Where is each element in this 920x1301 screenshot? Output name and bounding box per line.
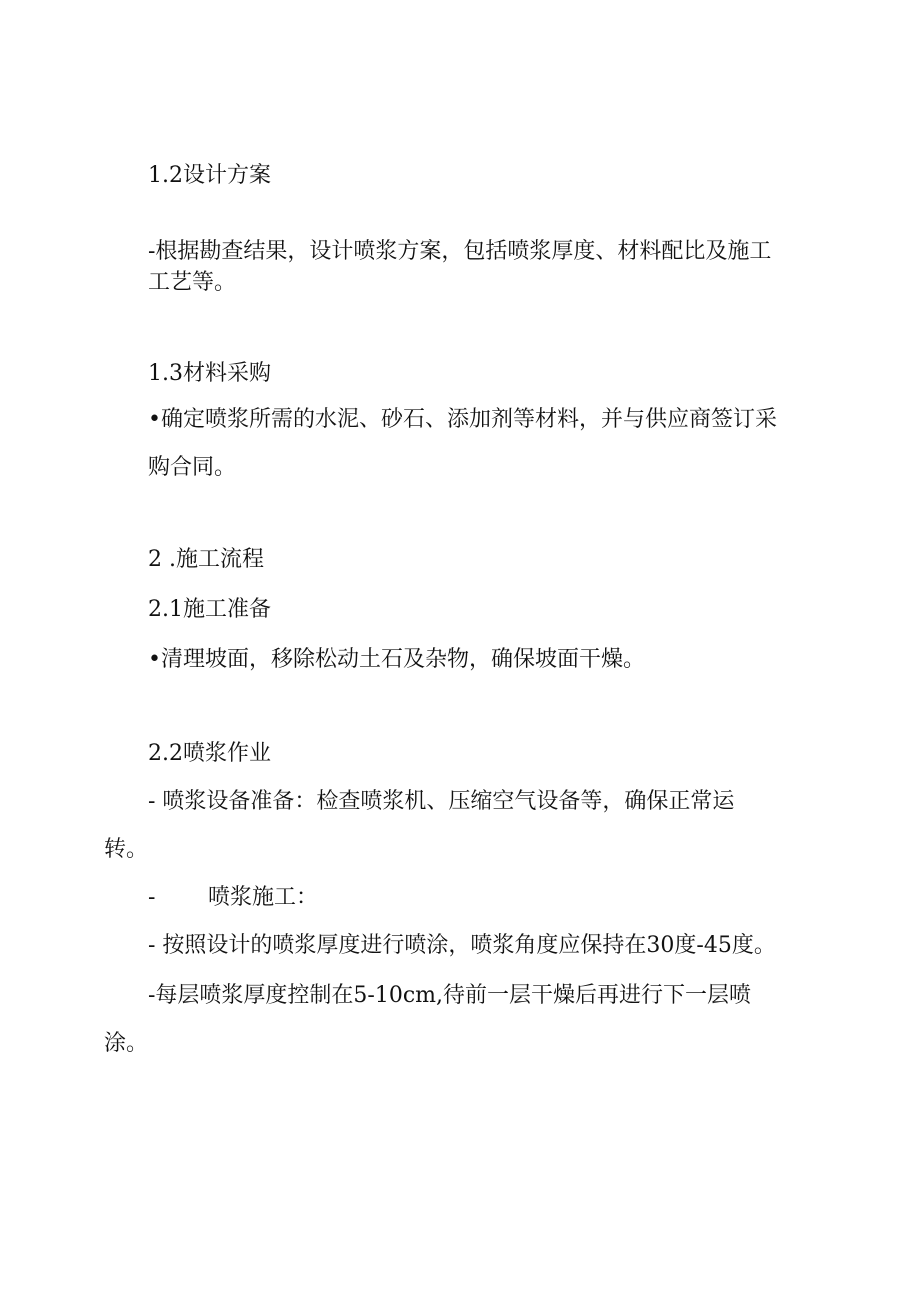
- list-item-angle-line-1: - 按照设计的喷浆厚度进行喷涂，喷浆角度应保持在30度-45度。: [148, 933, 776, 958]
- section-2-1-text-line-1: •清理坡面，移除松动土石及杂物，确保坡面干燥。: [148, 647, 645, 672]
- list-item-equipment-line-1: - 喷浆设备准备：检查喷浆机、压缩空气设备等，确保正常运: [148, 789, 735, 814]
- section-1-3-text-line-1: •确定喷浆所需的水泥、砂石、添加剂等材料，并与供应商签订采: [148, 407, 777, 432]
- section-heading-2: 2 .施工流程: [148, 547, 264, 572]
- section-heading-1-2: 1.2设计方案: [148, 163, 271, 188]
- section-1-2-text-line-2: 工艺等。: [148, 270, 237, 295]
- section-heading-1-3: 1.3材料采购: [148, 361, 271, 386]
- section-heading-2-2: 2.2喷浆作业: [148, 741, 271, 766]
- section-1-2-text-line-1: -根据勘查结果，设计喷浆方案，包括喷浆厚度、材料配比及施工: [148, 239, 772, 264]
- list-item-spraying-dash: -: [148, 885, 156, 910]
- list-item-thickness-line-2: 涂。: [104, 1031, 149, 1056]
- section-heading-2-1: 2.1施工准备: [148, 597, 271, 622]
- list-item-thickness-line-1: -每层喷浆厚度控制在5-10cm,待前一层干燥后再进行下一层喷: [148, 983, 752, 1008]
- section-1-3-text-line-2: 购合同。: [148, 455, 237, 480]
- list-item-spraying-label: 喷浆施工：: [208, 885, 319, 910]
- list-item-equipment-line-2: 转。: [104, 837, 149, 862]
